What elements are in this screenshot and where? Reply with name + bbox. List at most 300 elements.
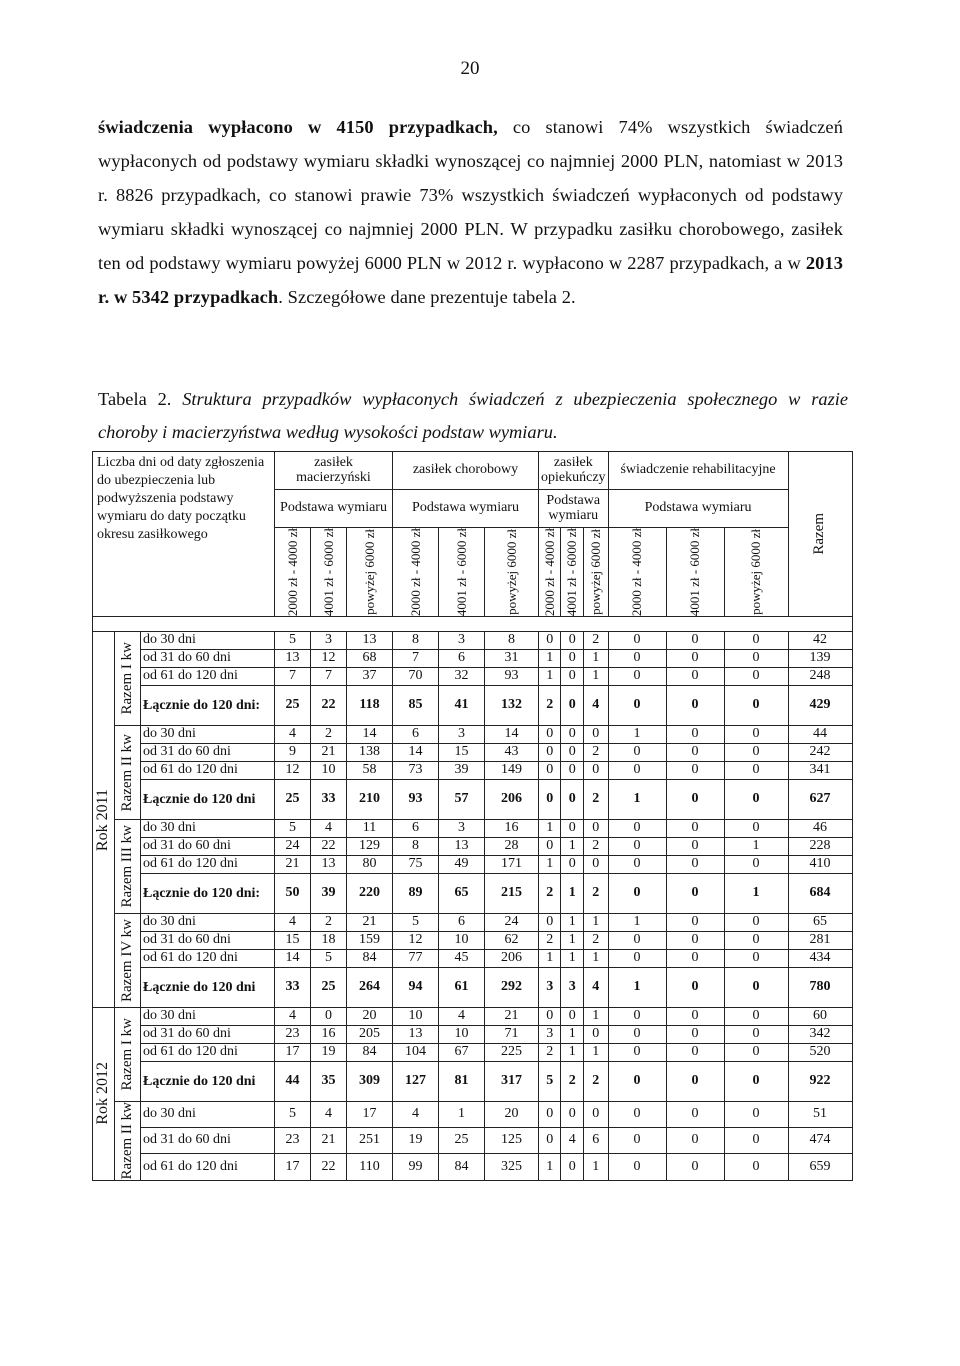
range-header — [583, 528, 608, 617]
table-cell: 3 — [539, 1026, 561, 1044]
table-cell: 0 — [561, 1154, 583, 1180]
table-cell: 13 — [347, 632, 393, 650]
table-cell: 5 — [539, 1062, 561, 1102]
table-cell: 0 — [666, 780, 724, 820]
table-cell: 0 — [666, 932, 724, 950]
table-cell: 50 — [275, 874, 311, 914]
table-cell: 0 — [724, 632, 788, 650]
table-cell: 71 — [485, 1026, 539, 1044]
table-cell: 127 — [393, 1062, 439, 1102]
table-cell: 0 — [608, 932, 666, 950]
table-cell: 0 — [608, 650, 666, 668]
table-cell: 24 — [275, 838, 311, 856]
table-cell: 2 — [539, 932, 561, 950]
table-cell: 0 — [666, 874, 724, 914]
range-header-text: powyżej 6000 zł — [361, 529, 377, 615]
table-cell: 2 — [539, 686, 561, 726]
table-cell: 4 — [275, 914, 311, 932]
row-label: od 31 do 60 dni — [141, 1128, 275, 1154]
table-cell: 2 — [583, 838, 608, 856]
table-cell: 12 — [275, 762, 311, 780]
table-cell: 0 — [724, 1154, 788, 1180]
table-cell: 281 — [788, 932, 852, 950]
table-cell: 0 — [608, 1008, 666, 1026]
table-row — [93, 820, 853, 838]
table-cell: 19 — [393, 1128, 439, 1154]
table-cell: 70 — [393, 668, 439, 686]
table-cell: 14 — [393, 744, 439, 762]
table-cell: 0 — [608, 1062, 666, 1102]
table-row — [93, 1102, 853, 1128]
table-cell: 13 — [275, 650, 311, 668]
table-cell: 21 — [311, 1128, 347, 1154]
table-cell: 17 — [275, 1154, 311, 1180]
table-cell: 89 — [393, 874, 439, 914]
table-cell: 0 — [724, 762, 788, 780]
table-cell: 6 — [439, 650, 485, 668]
table-cell: 4 — [439, 1008, 485, 1026]
table-cell: 77 — [393, 950, 439, 968]
table-cell: 317 — [485, 1062, 539, 1102]
group-header-maternity: zasiłek macierzyński — [275, 452, 393, 490]
table-cell: 1 — [583, 914, 608, 932]
table-cell: 1 — [608, 914, 666, 932]
quarter-label: Razem II kw — [118, 733, 135, 812]
table-cell: 2 — [539, 1044, 561, 1062]
table-cell: 99 — [393, 1154, 439, 1180]
sub-header-care: Podstawa wymiaru — [539, 490, 609, 528]
sub-header-rehab: Podstawa wymiaru — [608, 490, 788, 528]
table-cell: 0 — [608, 686, 666, 726]
table-row — [93, 1026, 853, 1044]
table-cell: 3 — [561, 968, 583, 1008]
range-header-text: 2000 zł - 4000 zł — [407, 528, 423, 617]
table-cell: 0 — [666, 1102, 724, 1128]
table-cell: 225 — [485, 1044, 539, 1062]
table-cell: 1 — [539, 820, 561, 838]
row-label: od 61 do 120 dni — [141, 668, 275, 686]
row-label: do 30 dni — [141, 820, 275, 838]
table-cell: 1 — [583, 650, 608, 668]
table-row — [93, 950, 853, 968]
table-cell: 4 — [393, 1102, 439, 1128]
table-cell: 0 — [561, 762, 583, 780]
year-label: Rok 2011 — [94, 788, 112, 851]
table-cell: 159 — [347, 932, 393, 950]
table-cell: 2 — [583, 632, 608, 650]
table-cell: 7 — [311, 668, 347, 686]
quarter-label: Razem I kw — [118, 1018, 135, 1091]
row-label: Łącznie do 120 dni: — [141, 874, 275, 914]
table-cell: 60 — [788, 1008, 852, 1026]
table-cell: 0 — [311, 1008, 347, 1026]
sub-header-maternity: Podstawa wymiaru — [275, 490, 393, 528]
table-cell: 0 — [666, 914, 724, 932]
table-cell: 1 — [539, 1154, 561, 1180]
table-cell: 1 — [583, 1008, 608, 1026]
table-cell: 39 — [439, 762, 485, 780]
table-row — [93, 1008, 853, 1026]
range-header — [561, 528, 583, 617]
table-cell: 0 — [583, 726, 608, 744]
table-cell: 5 — [275, 1102, 311, 1128]
table-cell: 215 — [485, 874, 539, 914]
table-cell: 0 — [724, 1128, 788, 1154]
row-label: od 61 do 120 dni — [141, 950, 275, 968]
table-cell: 104 — [393, 1044, 439, 1062]
table-cell: 0 — [724, 780, 788, 820]
sub-header-sickness: Podstawa wymiaru — [393, 490, 539, 528]
table-cell: 342 — [788, 1026, 852, 1044]
table-cell: 43 — [485, 744, 539, 762]
range-header-text: 4001 zł - 6000 zł — [564, 528, 580, 617]
table-cell: 24 — [485, 914, 539, 932]
table-row — [93, 762, 853, 780]
table-cell: 0 — [666, 726, 724, 744]
table-cell: 0 — [724, 744, 788, 762]
table-cell: 0 — [539, 1102, 561, 1128]
table-cell: 0 — [561, 632, 583, 650]
quarter-cell — [115, 1008, 141, 1102]
table-cell: 251 — [347, 1128, 393, 1154]
table-cell: 4 — [583, 968, 608, 1008]
row-label: Łącznie do 120 dni — [141, 780, 275, 820]
row-label: Łącznie do 120 dni — [141, 968, 275, 1008]
table-row — [93, 780, 853, 820]
table-cell: 1 — [539, 856, 561, 874]
table-cell: 33 — [311, 780, 347, 820]
table-cell: 2 — [311, 726, 347, 744]
table-cell: 62 — [485, 932, 539, 950]
table-cell: 0 — [608, 632, 666, 650]
table-cell: 210 — [347, 780, 393, 820]
table-cell: 0 — [666, 820, 724, 838]
table-cell: 20 — [485, 1102, 539, 1128]
table-cell: 0 — [608, 1026, 666, 1044]
table-cell: 6 — [439, 914, 485, 932]
table-row — [93, 686, 853, 726]
row-label: do 30 dni — [141, 1008, 275, 1026]
table-cell: 0 — [724, 950, 788, 968]
paragraph-bold-2: 2013 r. w 5342 przypadkach — [98, 253, 843, 307]
table-cell: 13 — [439, 838, 485, 856]
row-label: do 30 dni — [141, 1102, 275, 1128]
range-header-text: 2000 zł - 4000 zł — [541, 528, 557, 617]
table-cell: 0 — [583, 1026, 608, 1044]
table-cell: 684 — [788, 874, 852, 914]
caption-title: Struktura przypadków wypłaconych świadczeń z ubezpieczenia społecznego w razie choroby i macierzyństwa według wysokości podstaw wymiaru. — [98, 389, 848, 442]
table-cell: 17 — [347, 1102, 393, 1128]
table-cell: 6 — [583, 1128, 608, 1154]
table-cell: 10 — [439, 932, 485, 950]
range-header-text: 2000 zł - 4000 zł — [629, 528, 645, 617]
table-cell: 37 — [347, 668, 393, 686]
table-cell: 228 — [788, 838, 852, 856]
table-cell: 0 — [666, 1008, 724, 1026]
table-row — [93, 856, 853, 874]
range-header-text: powyżej 6000 zł — [587, 529, 603, 615]
table-cell: 3 — [439, 632, 485, 650]
table-cell: 2 — [311, 914, 347, 932]
table-cell: 2 — [561, 1062, 583, 1102]
table-cell: 0 — [666, 762, 724, 780]
quarter-label: Razem I kw — [118, 642, 135, 715]
table-cell: 1 — [583, 668, 608, 686]
table-cell: 264 — [347, 968, 393, 1008]
table-cell: 0 — [724, 1062, 788, 1102]
table-cell: 0 — [539, 744, 561, 762]
lead-header: Liczba dni od daty zgłoszenia do ubezpieczenia lub podwyższenia podstawy wymiaru do daty początku okresu zasiłkowego — [93, 452, 275, 617]
table-cell: 2 — [583, 932, 608, 950]
table-cell: 58 — [347, 762, 393, 780]
table-cell: 93 — [485, 668, 539, 686]
table-cell: 6 — [393, 726, 439, 744]
table-cell: 7 — [393, 650, 439, 668]
row-label: od 31 do 60 dni — [141, 838, 275, 856]
table-cell: 65 — [788, 914, 852, 932]
table-cell: 0 — [724, 968, 788, 1008]
table-cell: 10 — [439, 1026, 485, 1044]
table-row — [93, 968, 853, 1008]
row-label: do 30 dni — [141, 726, 275, 744]
table-cell: 0 — [561, 686, 583, 726]
table-row — [93, 668, 853, 686]
range-header-text: 4001 zł - 6000 zł — [453, 528, 469, 617]
quarter-cell — [115, 1102, 141, 1180]
row-label: od 31 do 60 dni — [141, 932, 275, 950]
range-header-text: powyżej 6000 zł — [503, 529, 519, 615]
table-cell: 0 — [608, 744, 666, 762]
table-cell: 10 — [311, 762, 347, 780]
row-label: od 61 do 120 dni — [141, 1044, 275, 1062]
table-cell: 0 — [666, 744, 724, 762]
table-cell: 73 — [393, 762, 439, 780]
table-cell: 520 — [788, 1044, 852, 1062]
table-cell: 1 — [439, 1102, 485, 1128]
table-cell: 0 — [666, 838, 724, 856]
table-cell: 0 — [539, 1008, 561, 1026]
table-cell: 2 — [583, 1062, 608, 1102]
table-cell: 309 — [347, 1062, 393, 1102]
table-cell: 44 — [788, 726, 852, 744]
range-header — [439, 528, 485, 617]
table-cell: 17 — [275, 1044, 311, 1062]
total-header-text: Razem — [811, 513, 828, 555]
table-cell: 171 — [485, 856, 539, 874]
table-cell: 3 — [311, 632, 347, 650]
table-cell: 4 — [275, 726, 311, 744]
quarter-label: Razem II kw — [118, 1102, 135, 1180]
table-cell: 0 — [608, 838, 666, 856]
table-cell: 1 — [608, 780, 666, 820]
year-cell — [93, 632, 115, 1008]
table-cell: 132 — [485, 686, 539, 726]
body-paragraph — [98, 110, 843, 314]
paragraph-bold-1: świadczenia wypłacono w 4150 przypadkach, — [98, 117, 498, 137]
table-cell: 110 — [347, 1154, 393, 1180]
table-cell: 21 — [347, 914, 393, 932]
table-cell: 4 — [583, 686, 608, 726]
table-cell: 0 — [539, 780, 561, 820]
table-cell: 20 — [347, 1008, 393, 1026]
table-cell: 0 — [724, 1008, 788, 1026]
table-cell: 1 — [724, 874, 788, 914]
table-cell: 22 — [311, 838, 347, 856]
table-cell: 1 — [561, 950, 583, 968]
year-cell — [93, 1008, 115, 1180]
group-header-sickness: zasiłek chorobowy — [393, 452, 539, 490]
table-cell: 31 — [485, 650, 539, 668]
table-cell: 139 — [788, 650, 852, 668]
table-cell: 75 — [393, 856, 439, 874]
table-cell: 0 — [539, 1128, 561, 1154]
table-cell: 84 — [347, 1044, 393, 1062]
table-cell: 474 — [788, 1128, 852, 1154]
table-cell: 325 — [485, 1154, 539, 1180]
row-label: od 31 do 60 dni — [141, 744, 275, 762]
table-cell: 0 — [608, 950, 666, 968]
table-cell: 12 — [393, 932, 439, 950]
table-cell: 1 — [561, 914, 583, 932]
table-cell: 0 — [561, 650, 583, 668]
table-cell: 61 — [439, 968, 485, 1008]
range-header-text: 4001 zł - 6000 zł — [320, 528, 336, 617]
table-cell: 627 — [788, 780, 852, 820]
table-cell: 4 — [275, 1008, 311, 1026]
table-cell: 5 — [275, 820, 311, 838]
table-cell: 0 — [539, 914, 561, 932]
table-cell: 14 — [275, 950, 311, 968]
table-row — [93, 1044, 853, 1062]
table-cell: 0 — [608, 1102, 666, 1128]
table-cell: 0 — [666, 968, 724, 1008]
table-cell: 248 — [788, 668, 852, 686]
table-cell: 410 — [788, 856, 852, 874]
table-cell: 1 — [608, 968, 666, 1008]
row-label: do 30 dni — [141, 632, 275, 650]
total-header — [788, 452, 852, 617]
table-cell: 0 — [561, 780, 583, 820]
table-cell: 0 — [561, 1008, 583, 1026]
range-header — [608, 528, 666, 617]
table-cell: 1 — [561, 874, 583, 914]
range-header-text: 2000 zł - 4000 zł — [284, 528, 300, 617]
table-cell: 41 — [439, 686, 485, 726]
table-cell: 0 — [608, 668, 666, 686]
table-cell: 0 — [561, 726, 583, 744]
table-cell: 0 — [561, 856, 583, 874]
row-label: Łącznie do 120 dni: — [141, 686, 275, 726]
table-cell: 57 — [439, 780, 485, 820]
quarter-cell — [115, 726, 141, 820]
table-cell: 0 — [724, 932, 788, 950]
table-cell: 4 — [561, 1128, 583, 1154]
paragraph-text-1: co stanowi 74% wszystkich świadczeń wypłaconych od podstawy wymiaru składki wynoszącej co najmniej 2000 PLN, natomiast w 2013 r. 8826 przypadkach, co stanowi prawie 73% wszystkich świadczeń wypłaconych od podstawy wymiaru składki wynoszącej co najmniej 2000 PLN. W przypadku zasiłku chorobowego, zasiłek ten od podstawy wymiaru powyżej 6000 PLN w 2012 r. wypłacono w 2287 przypadkach, a w — [98, 117, 843, 273]
table-cell: 12 — [311, 650, 347, 668]
table-cell: 21 — [485, 1008, 539, 1026]
table-cell: 0 — [724, 914, 788, 932]
table-caption — [98, 383, 848, 449]
range-header — [485, 528, 539, 617]
table-cell: 0 — [666, 856, 724, 874]
table-cell: 0 — [608, 874, 666, 914]
table-cell: 8 — [393, 838, 439, 856]
row-label: od 31 do 60 dni — [141, 1026, 275, 1044]
table-cell: 1 — [583, 1154, 608, 1180]
data-table — [92, 451, 853, 1181]
quarter-label: Razem III kw — [118, 825, 135, 908]
table-cell: 28 — [485, 838, 539, 856]
table-cell: 0 — [666, 1026, 724, 1044]
table-cell: 0 — [561, 744, 583, 762]
table-cell: 0 — [724, 1026, 788, 1044]
range-header — [666, 528, 724, 617]
table-row — [93, 1154, 853, 1180]
table-cell: 84 — [347, 950, 393, 968]
table-cell: 84 — [439, 1154, 485, 1180]
table-cell: 780 — [788, 968, 852, 1008]
table-cell: 0 — [724, 856, 788, 874]
table-cell: 33 — [275, 968, 311, 1008]
table-cell: 2 — [583, 744, 608, 762]
table-cell: 0 — [666, 686, 724, 726]
table-cell: 0 — [561, 820, 583, 838]
table-cell: 2 — [539, 874, 561, 914]
table-cell: 1 — [724, 838, 788, 856]
table-cell: 1 — [561, 932, 583, 950]
table-row — [93, 838, 853, 856]
table-cell: 81 — [439, 1062, 485, 1102]
table-cell: 0 — [666, 950, 724, 968]
table-cell: 32 — [439, 668, 485, 686]
table-cell: 922 — [788, 1062, 852, 1102]
table-cell: 1 — [561, 1044, 583, 1062]
table-cell: 0 — [724, 726, 788, 744]
table-cell: 0 — [666, 1154, 724, 1180]
table-cell: 10 — [393, 1008, 439, 1026]
table-cell: 0 — [724, 1102, 788, 1128]
table-cell: 429 — [788, 686, 852, 726]
table-cell: 0 — [561, 668, 583, 686]
table-cell: 4 — [311, 1102, 347, 1128]
table-cell: 0 — [724, 668, 788, 686]
table-cell: 1 — [539, 950, 561, 968]
table-cell: 46 — [788, 820, 852, 838]
row-label: Łącznie do 120 dni — [141, 1062, 275, 1102]
table-spacer — [93, 617, 853, 632]
table-row — [93, 914, 853, 932]
table-cell: 42 — [788, 632, 852, 650]
table-cell: 292 — [485, 968, 539, 1008]
group-header-rehab: świadczenie rehabilitacyjne — [608, 452, 788, 490]
table-cell: 0 — [583, 820, 608, 838]
row-label: od 61 do 120 dni — [141, 762, 275, 780]
table-row — [93, 1062, 853, 1102]
table-cell: 13 — [393, 1026, 439, 1044]
row-label: od 31 do 60 dni — [141, 650, 275, 668]
table-cell: 2 — [583, 874, 608, 914]
table-cell: 1 — [561, 1026, 583, 1044]
table-cell: 3 — [539, 968, 561, 1008]
table-cell: 39 — [311, 874, 347, 914]
table-cell: 0 — [608, 1128, 666, 1154]
range-header-text: powyżej 6000 zł — [748, 529, 764, 615]
table-cell: 5 — [311, 950, 347, 968]
table-cell: 0 — [666, 1044, 724, 1062]
table-cell: 13 — [311, 856, 347, 874]
table-cell: 25 — [439, 1128, 485, 1154]
table-cell: 16 — [485, 820, 539, 838]
